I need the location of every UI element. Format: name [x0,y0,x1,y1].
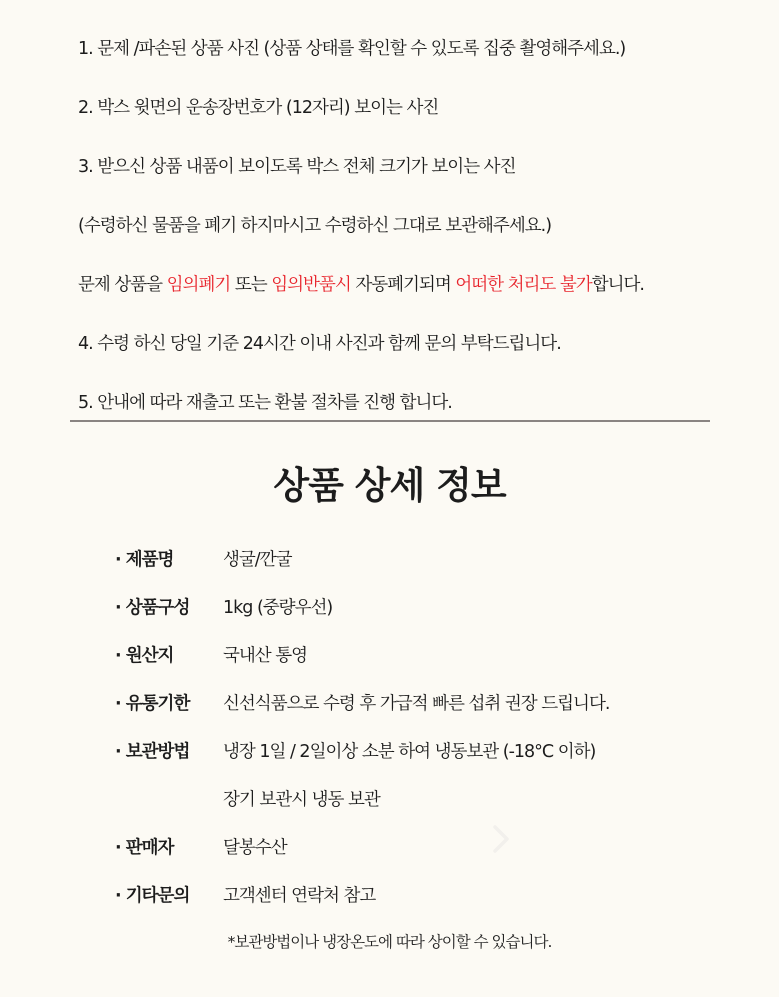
product-detail-title: 상품 상세 정보 [273,463,506,507]
warning-highlight-return: 임의반품시 [271,275,351,295]
return-notice [78,36,758,449]
notice-warning [78,272,758,298]
spec-value: 신선식품으로 수령 후 가급적 빠른 섭취 권장 드립니다. [223,694,610,714]
warning-text: 문제 상품을 [78,275,167,295]
spec-row-inquiry [115,881,755,929]
product-spec-list [115,545,755,929]
spec-label: · 기타문의 [115,886,190,906]
spec-value: 냉장 1일 / 2일이상 소분 하여 냉동보관 (-18°C 이하) [223,742,596,762]
warning-highlight-no-process: 어떠한 처리도 불가 [455,275,592,295]
notice-item-1: 1. 문제 /파손된 상품 사진 (상품 상태를 확인할 수 있도록 집중 촬영해주세요.) [78,39,626,59]
spec-row-product-name [115,545,755,593]
notice-item-2: 2. 박스 윗면의 운송장번호가 (12자리) 보이는 사진 [78,98,439,118]
storage-footnote: *보관방법이나 냉장온도에 따라 상이할 수 있습니다. [227,933,552,951]
spec-value: 장기 보관시 냉동 보관 [223,790,380,810]
spec-row-storage-long-term [115,785,755,833]
warning-text: 합니다. [591,275,644,295]
spec-row-expiry [115,689,755,737]
spec-label [115,785,223,833]
section-divider [70,420,710,422]
spec-label: · 판매자 [115,838,174,858]
chevron-right-icon[interactable] [488,822,514,856]
notice-item-5: 5. 안내에 따라 재출고 또는 환불 절차를 진행 합니다. [78,393,452,413]
spec-label: · 원산지 [115,646,174,666]
spec-label: · 유통기한 [115,694,190,714]
spec-row-origin [115,641,755,689]
notice-storage-note: (수령하신 물품을 폐기 하지마시고 수령하신 그대로 보관해주세요.) [78,216,552,236]
spec-value: 국내산 통영 [223,646,308,666]
spec-value: 생굴/깐굴 [223,550,292,570]
spec-value: 1kg (중량우선) [223,598,333,618]
warning-text: 자동폐기되며 [350,275,456,295]
spec-value: 달봉수산 [223,838,287,858]
notice-item-4: 4. 수령 하신 당일 기준 24시간 이내 사진과 함께 문의 부탁드립니다. [78,334,561,354]
spec-row-seller [115,833,755,881]
spec-row-storage [115,737,755,785]
warning-text: 또는 [230,275,272,295]
spec-label: · 제품명 [115,550,174,570]
spec-label: · 보관방법 [115,742,190,762]
notice-item-3: 3. 받으신 상품 내품이 보이도록 박스 전체 크기가 보이는 사진 [78,157,516,177]
spec-row-composition [115,593,755,641]
spec-value: 고객센터 연락처 참고 [223,886,376,906]
spec-label: · 상품구성 [115,598,190,618]
warning-highlight-disposal: 임의폐기 [166,275,231,295]
